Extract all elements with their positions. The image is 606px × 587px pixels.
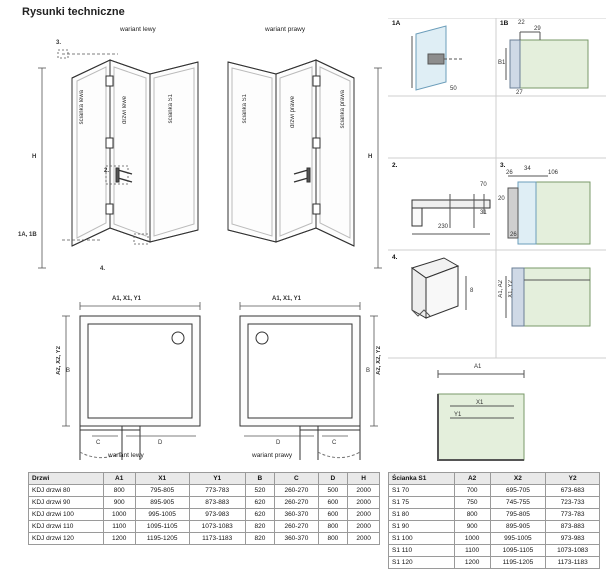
- label-scianka-s1-right: ścianka S1: [242, 94, 248, 124]
- table-row: [389, 557, 600, 569]
- assembly-svg: [0, 18, 386, 308]
- doors-th-3: Y1: [189, 473, 245, 485]
- label-drzwi-lewe: drzwi lewe: [122, 96, 128, 125]
- plan-caption-right: wariant prawy: [252, 452, 293, 459]
- plan-side-right: A2, X2, Y2: [376, 346, 382, 375]
- doors-cell: 873-883: [189, 497, 245, 509]
- doors-cell: 360-370: [275, 533, 318, 545]
- label-h-right: H: [368, 154, 373, 160]
- table-row: [29, 485, 380, 497]
- walls-th-0: Ścianka S1: [389, 473, 455, 485]
- plan-label-b-right: B: [366, 368, 371, 374]
- detail-4-number: 4.: [392, 254, 398, 261]
- detail-5-value-a1a2: A1, A2: [498, 280, 504, 298]
- doors-cell: 2000: [348, 533, 380, 545]
- plan-caption-left: wariant lewy: [108, 452, 144, 459]
- table-row: [389, 509, 600, 521]
- detail-6-value-x1: X1: [476, 400, 484, 406]
- detail-2-value-230: 230: [438, 224, 449, 230]
- walls-table: [388, 472, 600, 569]
- label-h-left: H: [32, 154, 37, 160]
- walls-cell: 895-905: [490, 521, 546, 533]
- walls-cell: 1200: [454, 557, 490, 569]
- doors-table-header-row: [29, 473, 380, 485]
- walls-cell: 800: [454, 509, 490, 521]
- doors-cell: 260-270: [275, 521, 318, 533]
- doors-th-1: A1: [103, 473, 135, 485]
- detail-2-value-70: 70: [480, 182, 487, 188]
- label-detail-1a-1b: 1A, 1B: [18, 232, 37, 238]
- detail-1b-number: 1B: [500, 20, 509, 27]
- walls-table-header-row: [389, 473, 600, 485]
- walls-cell: 1095-1105: [490, 545, 546, 557]
- doors-cell: 2000: [348, 509, 380, 521]
- plan-side-left: A2, X2, Y2: [56, 346, 62, 375]
- walls-cell: 795-805: [490, 509, 546, 521]
- table-row: [29, 533, 380, 545]
- doors-cell: 600: [318, 509, 348, 521]
- table-row: [29, 509, 380, 521]
- main-drawing-area: [0, 18, 386, 308]
- doors-cell: 820: [245, 521, 275, 533]
- page-title: Rysunki techniczne: [22, 6, 125, 18]
- detail-3-value-34: 34: [524, 166, 531, 172]
- walls-cell: 973-983: [546, 533, 600, 545]
- doors-cell: 600: [318, 497, 348, 509]
- doors-cell: KDJ drzwi 90: [29, 497, 104, 509]
- doors-cell: 820: [245, 533, 275, 545]
- doors-cell: 900: [103, 497, 135, 509]
- doors-table-container: [28, 472, 380, 545]
- detail-5-value-x1y2: X1, Y2: [508, 280, 514, 298]
- label-detail-4: 4.: [100, 266, 106, 272]
- doors-cell: 1173-1183: [189, 533, 245, 545]
- doors-cell: 260-270: [275, 485, 318, 497]
- detail-views-area: [388, 18, 606, 468]
- detail-1b-value-b1: B1: [498, 60, 506, 66]
- doors-cell: 1073-1083: [189, 521, 245, 533]
- caption-variant-right: wariant prawy: [265, 26, 306, 33]
- walls-cell: 1195-1205: [490, 557, 546, 569]
- doors-cell: 2000: [348, 497, 380, 509]
- table-row: [389, 485, 600, 497]
- doors-cell: 1100: [103, 521, 135, 533]
- detail-6-value-y1: Y1: [454, 412, 462, 418]
- walls-cell: S1 90: [389, 521, 455, 533]
- detail-2-value-31: 31: [480, 210, 487, 216]
- doors-cell: 895-905: [135, 497, 189, 509]
- walls-cell: 750: [454, 497, 490, 509]
- walls-th-2: X2: [490, 473, 546, 485]
- detail-6-value-a1: A1: [474, 364, 482, 370]
- doors-th-2: X1: [135, 473, 189, 485]
- doors-th-4: B: [245, 473, 275, 485]
- detail-4-value-8: 8: [470, 288, 474, 294]
- walls-cell: 745-755: [490, 497, 546, 509]
- doors-cell: KDJ drzwi 120: [29, 533, 104, 545]
- table-row: [389, 545, 600, 557]
- walls-th-3: Y2: [546, 473, 600, 485]
- doors-cell: 800: [318, 533, 348, 545]
- doors-cell: KDJ drzwi 80: [29, 485, 104, 497]
- detail-3-value-26: 26: [506, 170, 513, 176]
- label-scianka-s1-left: ścianka S1: [168, 94, 174, 124]
- plan-dims-right: A1, X1, Y1: [272, 296, 301, 302]
- walls-cell: 1100: [454, 545, 490, 557]
- doors-cell: KDJ drzwi 100: [29, 509, 104, 521]
- walls-cell: 700: [454, 485, 490, 497]
- details-svg: [388, 18, 606, 468]
- detail-3-value-106: 106: [548, 170, 559, 176]
- doors-cell: 1195-1205: [135, 533, 189, 545]
- detail-3-value-20: 20: [498, 196, 505, 202]
- walls-th-1: A2: [454, 473, 490, 485]
- detail-2-number: 2.: [392, 162, 398, 169]
- walls-table-container: [388, 472, 600, 569]
- walls-cell: S1 70: [389, 485, 455, 497]
- table-row: [389, 521, 600, 533]
- plan-label-c-right: C: [332, 440, 337, 446]
- doors-cell: 520: [245, 485, 275, 497]
- doors-cell: 360-370: [275, 509, 318, 521]
- walls-cell: S1 100: [389, 533, 455, 545]
- doors-cell: 1000: [103, 509, 135, 521]
- label-drzwi-prawe: drzwi prawe: [290, 96, 296, 129]
- doors-th-6: D: [318, 473, 348, 485]
- doors-cell: 973-983: [189, 509, 245, 521]
- walls-cell: 1000: [454, 533, 490, 545]
- walls-cell: S1 110: [389, 545, 455, 557]
- walls-cell: 1173-1183: [546, 557, 600, 569]
- walls-cell: 1073-1083: [546, 545, 600, 557]
- doors-th-0: Drzwi: [29, 473, 104, 485]
- doors-cell: KDJ drzwi 110: [29, 521, 104, 533]
- plan-label-d-left: D: [158, 440, 163, 446]
- table-row: [389, 533, 600, 545]
- detail-1a-value-50: 50: [450, 86, 457, 92]
- caption-variant-left: wariant lewy: [120, 26, 156, 33]
- label-detail-3: 3.: [56, 40, 62, 46]
- doors-cell: 800: [318, 521, 348, 533]
- table-row: [29, 497, 380, 509]
- doors-cell: 620: [245, 497, 275, 509]
- table-row: [29, 521, 380, 533]
- doors-cell: 260-270: [275, 497, 318, 509]
- detail-1b-value-29: 29: [534, 26, 541, 32]
- walls-cell: 900: [454, 521, 490, 533]
- doors-cell: 500: [318, 485, 348, 497]
- label-scianka-lewa: ścianka lewa: [79, 90, 85, 125]
- plans-svg: [0, 300, 386, 470]
- doors-table: [28, 472, 380, 545]
- label-scianka-prawa: ścianka prawa: [340, 90, 346, 129]
- plan-views-area: [0, 296, 386, 470]
- detail-3-number: 3.: [500, 162, 506, 169]
- doors-cell: 1200: [103, 533, 135, 545]
- doors-th-7: H: [348, 473, 380, 485]
- walls-cell: 723-733: [546, 497, 600, 509]
- doors-cell: 1095-1105: [135, 521, 189, 533]
- walls-cell: 673-683: [546, 485, 600, 497]
- doors-cell: 620: [245, 509, 275, 521]
- detail-1b-value-22: 22: [518, 20, 525, 26]
- detail-1b-value-27: 27: [516, 90, 523, 96]
- doors-th-5: C: [275, 473, 318, 485]
- doors-cell: 795-805: [135, 485, 189, 497]
- detail-3-value-26b: 26: [510, 232, 517, 238]
- walls-cell: S1 120: [389, 557, 455, 569]
- walls-cell: S1 80: [389, 509, 455, 521]
- doors-cell: 800: [103, 485, 135, 497]
- plan-label-c-left: C: [96, 440, 101, 446]
- doors-cell: 2000: [348, 485, 380, 497]
- walls-cell: 695-705: [490, 485, 546, 497]
- doors-cell: 773-783: [189, 485, 245, 497]
- walls-cell: 773-783: [546, 509, 600, 521]
- table-row: [389, 497, 600, 509]
- detail-1a-number: 1A: [392, 20, 401, 27]
- plan-label-b-left: B: [66, 368, 71, 374]
- walls-cell: 995-1005: [490, 533, 546, 545]
- plan-dims-left: A1, X1, Y1: [112, 296, 141, 302]
- doors-cell: 995-1005: [135, 509, 189, 521]
- walls-cell: 873-883: [546, 521, 600, 533]
- walls-cell: S1 75: [389, 497, 455, 509]
- doors-cell: 2000: [348, 521, 380, 533]
- plan-label-d-right: D: [276, 440, 281, 446]
- label-detail-2: 2.: [104, 168, 110, 174]
